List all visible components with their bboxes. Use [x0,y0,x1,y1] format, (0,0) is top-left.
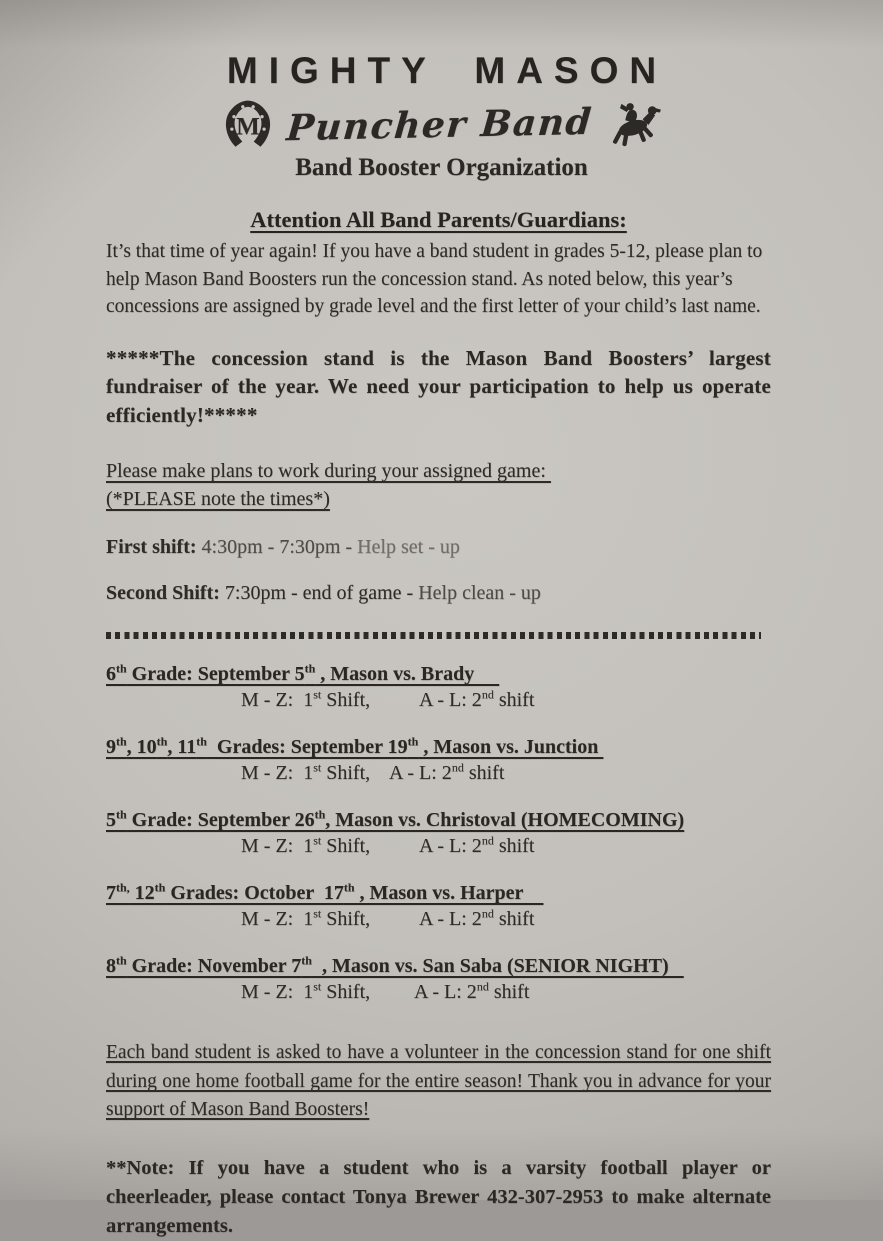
game-assignment: M - Z: 1st Shift, A - L: 2nd shift [241,833,535,857]
game-entry [106,955,771,1004]
first-shift-label: First shift: [106,536,197,558]
second-shift-label: Second Shift: [106,582,220,604]
first-shift-task: Help set - up [357,536,460,558]
plans-line1: Please make plans to work during your assigned game: [106,460,551,482]
game-assignment: M - Z: 1st Shift, A - L: 2nd shift [241,687,535,711]
game-heading: 8th Grade: November 7th , Mason vs. San Saba (SENIOR NIGHT) [106,953,684,977]
band-title: MIGHTY MASON [226,50,668,91]
game-entry [106,809,771,858]
bronc-rider-icon [604,100,662,150]
game-assignment: M - Z: 1st Shift, A - L: 2nd shift [241,760,505,784]
closing-paragraph: Each band student is asked to have a volunteer in the concession stand for one shift during one home football game for the entire season! Thank you in advance for your support of Mason Band Boosters! [106,1042,771,1120]
flyer-header [0,0,883,182]
game-assignment: M - Z: 1st Shift, A - L: 2nd shift [241,979,530,1003]
puncher-band-script: Puncher Band [284,100,595,150]
game-entry [106,736,771,785]
first-shift-time: 4:30pm - 7:30pm - [201,536,358,558]
game-heading: 9th, 10th, 11th Grades: September 19th , Mason vs. Junction [106,734,604,758]
game-entry [106,882,771,931]
intro-paragraph: It’s that time of year again! If you have a band student in grades 5-12, please plan to help Mason Band Boosters run the concession stand. As noted below, this year’s concessions are assigned by grade level and the first letter of your child’s last name. [106,241,763,317]
note-paragraph: **Note: If you have a student who is a varsity football player or cheerleader, please contact Tonya Brewer 432-307-2953 to make alternate arrangements. [106,1156,771,1237]
game-heading: 6th Grade: September 5th , Mason vs. Brady [106,661,500,685]
dotted-divider [106,632,761,639]
plans-heading [106,458,771,513]
game-entry [106,663,771,712]
svg-text:M: M [236,113,260,141]
organization-subtitle: Band Booster Organization [295,154,588,181]
flyer-body [0,207,883,1241]
attention-heading-text: Attention All Band Parents/Guardians: [250,207,627,232]
second-shift-line [106,582,771,605]
attention-heading [106,207,771,233]
game-assignment: M - Z: 1st Shift, A - L: 2nd shift [241,906,535,930]
horseshoe-m-icon [221,98,275,152]
game-heading: 5th Grade: September 26th, Mason vs. Christoval (HOMECOMING) [106,807,685,831]
second-shift-time: 7:30pm - end of game - [224,582,419,604]
first-shift-line [106,536,771,559]
fundraiser-note: *****The concession stand is the Mason Band Boosters’ largest fundraiser of the year. We need your participation to help us operate efficiently!***** [106,345,771,427]
logo-row [0,96,883,154]
plans-line2: (*PLEASE note the times*) [106,487,330,510]
game-heading: $7^{th,}$ 12th Grades: October 17th , Mason vs. Harper [106,880,544,904]
second-shift-task: Help clean - up [418,582,541,604]
games-list [106,663,771,1004]
